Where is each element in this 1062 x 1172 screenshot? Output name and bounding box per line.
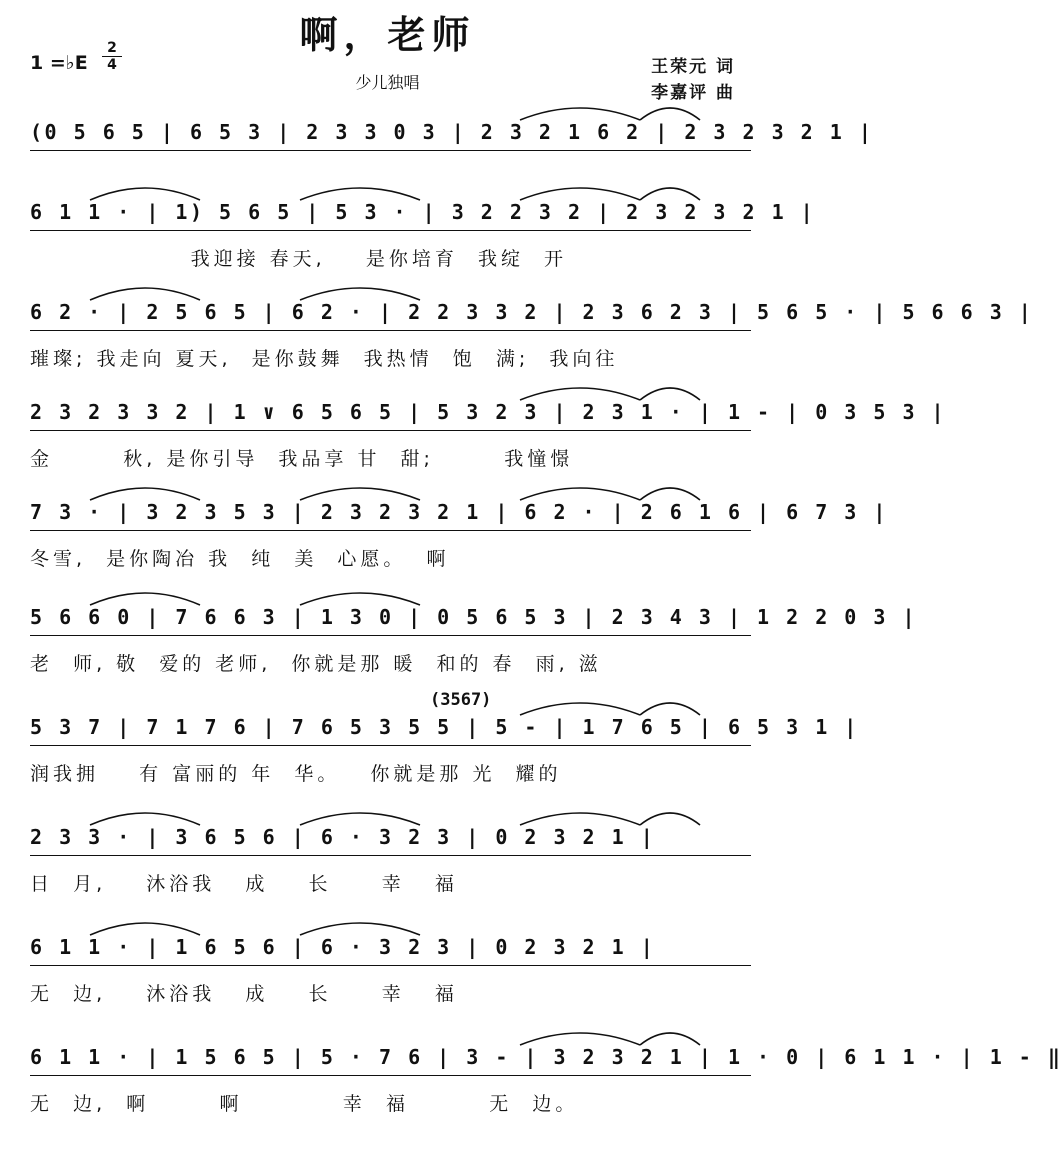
notation-line: 5 3 7 | 7 1 7 6 | 7 6 5 3 5 5 | 5 - | 1 7 6 5 | 6 5 3 1 | (30, 715, 859, 739)
lyric-line: 无 边, 啊 啊 幸 福 无 边。 (30, 1093, 579, 1115)
composer-credit: 李嘉评 曲 (651, 83, 735, 103)
underline-rule (30, 230, 751, 231)
notation-line: 2 3 3 · | 3 6 5 6 | 6 · 3 2 3 | 0 2 3 2 1 | (30, 825, 656, 849)
notation-line: 6 1 1 · | 1 5 6 5 | 5 · 7 6 | 3 - | 3 2 3 2 1 | 1 · 0 | 6 1 1 · | 1 - ‖ (30, 1045, 1062, 1069)
staff-system (0, 180, 816, 290)
staff-system (0, 280, 1034, 390)
notation-line: 6 1 1 · | 1) 5 6 5 | 5 3 · | 3 2 2 3 2 | 2 3 2 3 2 1 | (30, 200, 816, 224)
lyric-line: 璀璨; 我走向 夏天, 是你鼓舞 我热情 饱 满; 我向往 (30, 348, 619, 370)
underline-rule (30, 635, 751, 636)
lyric-line: 金 秋, 是你引导 我品享 甘 甜; 我憧憬 (30, 448, 574, 470)
notation-line: 6 1 1 · | 1 6 5 6 | 6 · 3 2 3 | 0 2 3 2 1 | (30, 935, 656, 959)
lyric-line: 冬雪, 是你陶冶 我 纯 美 心愿。 啊 (30, 548, 450, 570)
staff-system (0, 915, 775, 1025)
performance-note: 少儿独唱 (355, 73, 420, 92)
lyric-line: 润我拥 有 富丽的 年 华。 你就是那 光 耀的 (30, 763, 562, 785)
underline-rule (30, 745, 751, 746)
underline-rule (30, 430, 751, 431)
notation-line: 6 2 · | 2 5 6 5 | 6 2 · | 2 2 3 3 2 | 2 3 6 2 3 | 5 6 5 · | 5 6 6 3 | (30, 300, 1034, 324)
underline-rule (30, 330, 751, 331)
underline-rule (30, 530, 751, 531)
lyricist-credit: 王荣元 词 (651, 57, 735, 77)
staff-system (0, 805, 775, 915)
notation-line: 2 3 2 3 3 2 | 1 ∨ 6 5 6 5 | 5 3 2 3 | 2 3 1 · | 1 - | 0 3 5 3 | (30, 400, 947, 424)
underline-rule (30, 965, 751, 966)
underline-rule (30, 150, 751, 151)
lyric-line: 我迎接 春天, 是你培育 我绽 开 (30, 248, 568, 270)
lyric-line: 无 边, 沐浴我 成 长 幸 福 (30, 983, 458, 1005)
notation-line: 5 6 6 0 | 7 6 6 3 | 1 3 0 | 0 5 6 5 3 | 2 3 4 3 | 1 2 2 0 3 | (30, 605, 918, 629)
key-signature: 1 =♭E (30, 52, 88, 74)
meter-bottom: 4 (102, 56, 122, 73)
notation-line: 7 3 · | 3 2 3 5 3 | 2 3 2 3 2 1 | 6 2 · | 2 6 1 6 | 6 7 3 | (30, 500, 888, 524)
staff-system (0, 380, 947, 490)
staff-system (0, 1025, 1062, 1135)
time-signature (102, 40, 122, 73)
bracket-phrase: (3567) (430, 690, 492, 710)
staff-system (0, 480, 888, 590)
underline-rule (30, 855, 751, 856)
staff-system (0, 695, 859, 805)
lyric-line: 老 师, 敬 爱的 老师, 你就是那 暖 和的 春 雨, 滋 (30, 653, 602, 675)
staff-system (0, 585, 918, 695)
underline-rule (30, 1075, 751, 1076)
song-title: 啊，老师 (299, 13, 476, 57)
meter-top: 2 (107, 40, 117, 56)
notation-line: (0 5 6 5 | 6 5 3 | 2 3 3 0 3 | 2 3 2 1 6 2 | 2 3 2 3 2 1 | (30, 120, 874, 144)
lyric-line: 日 月, 沐浴我 成 长 幸 福 (30, 873, 458, 895)
